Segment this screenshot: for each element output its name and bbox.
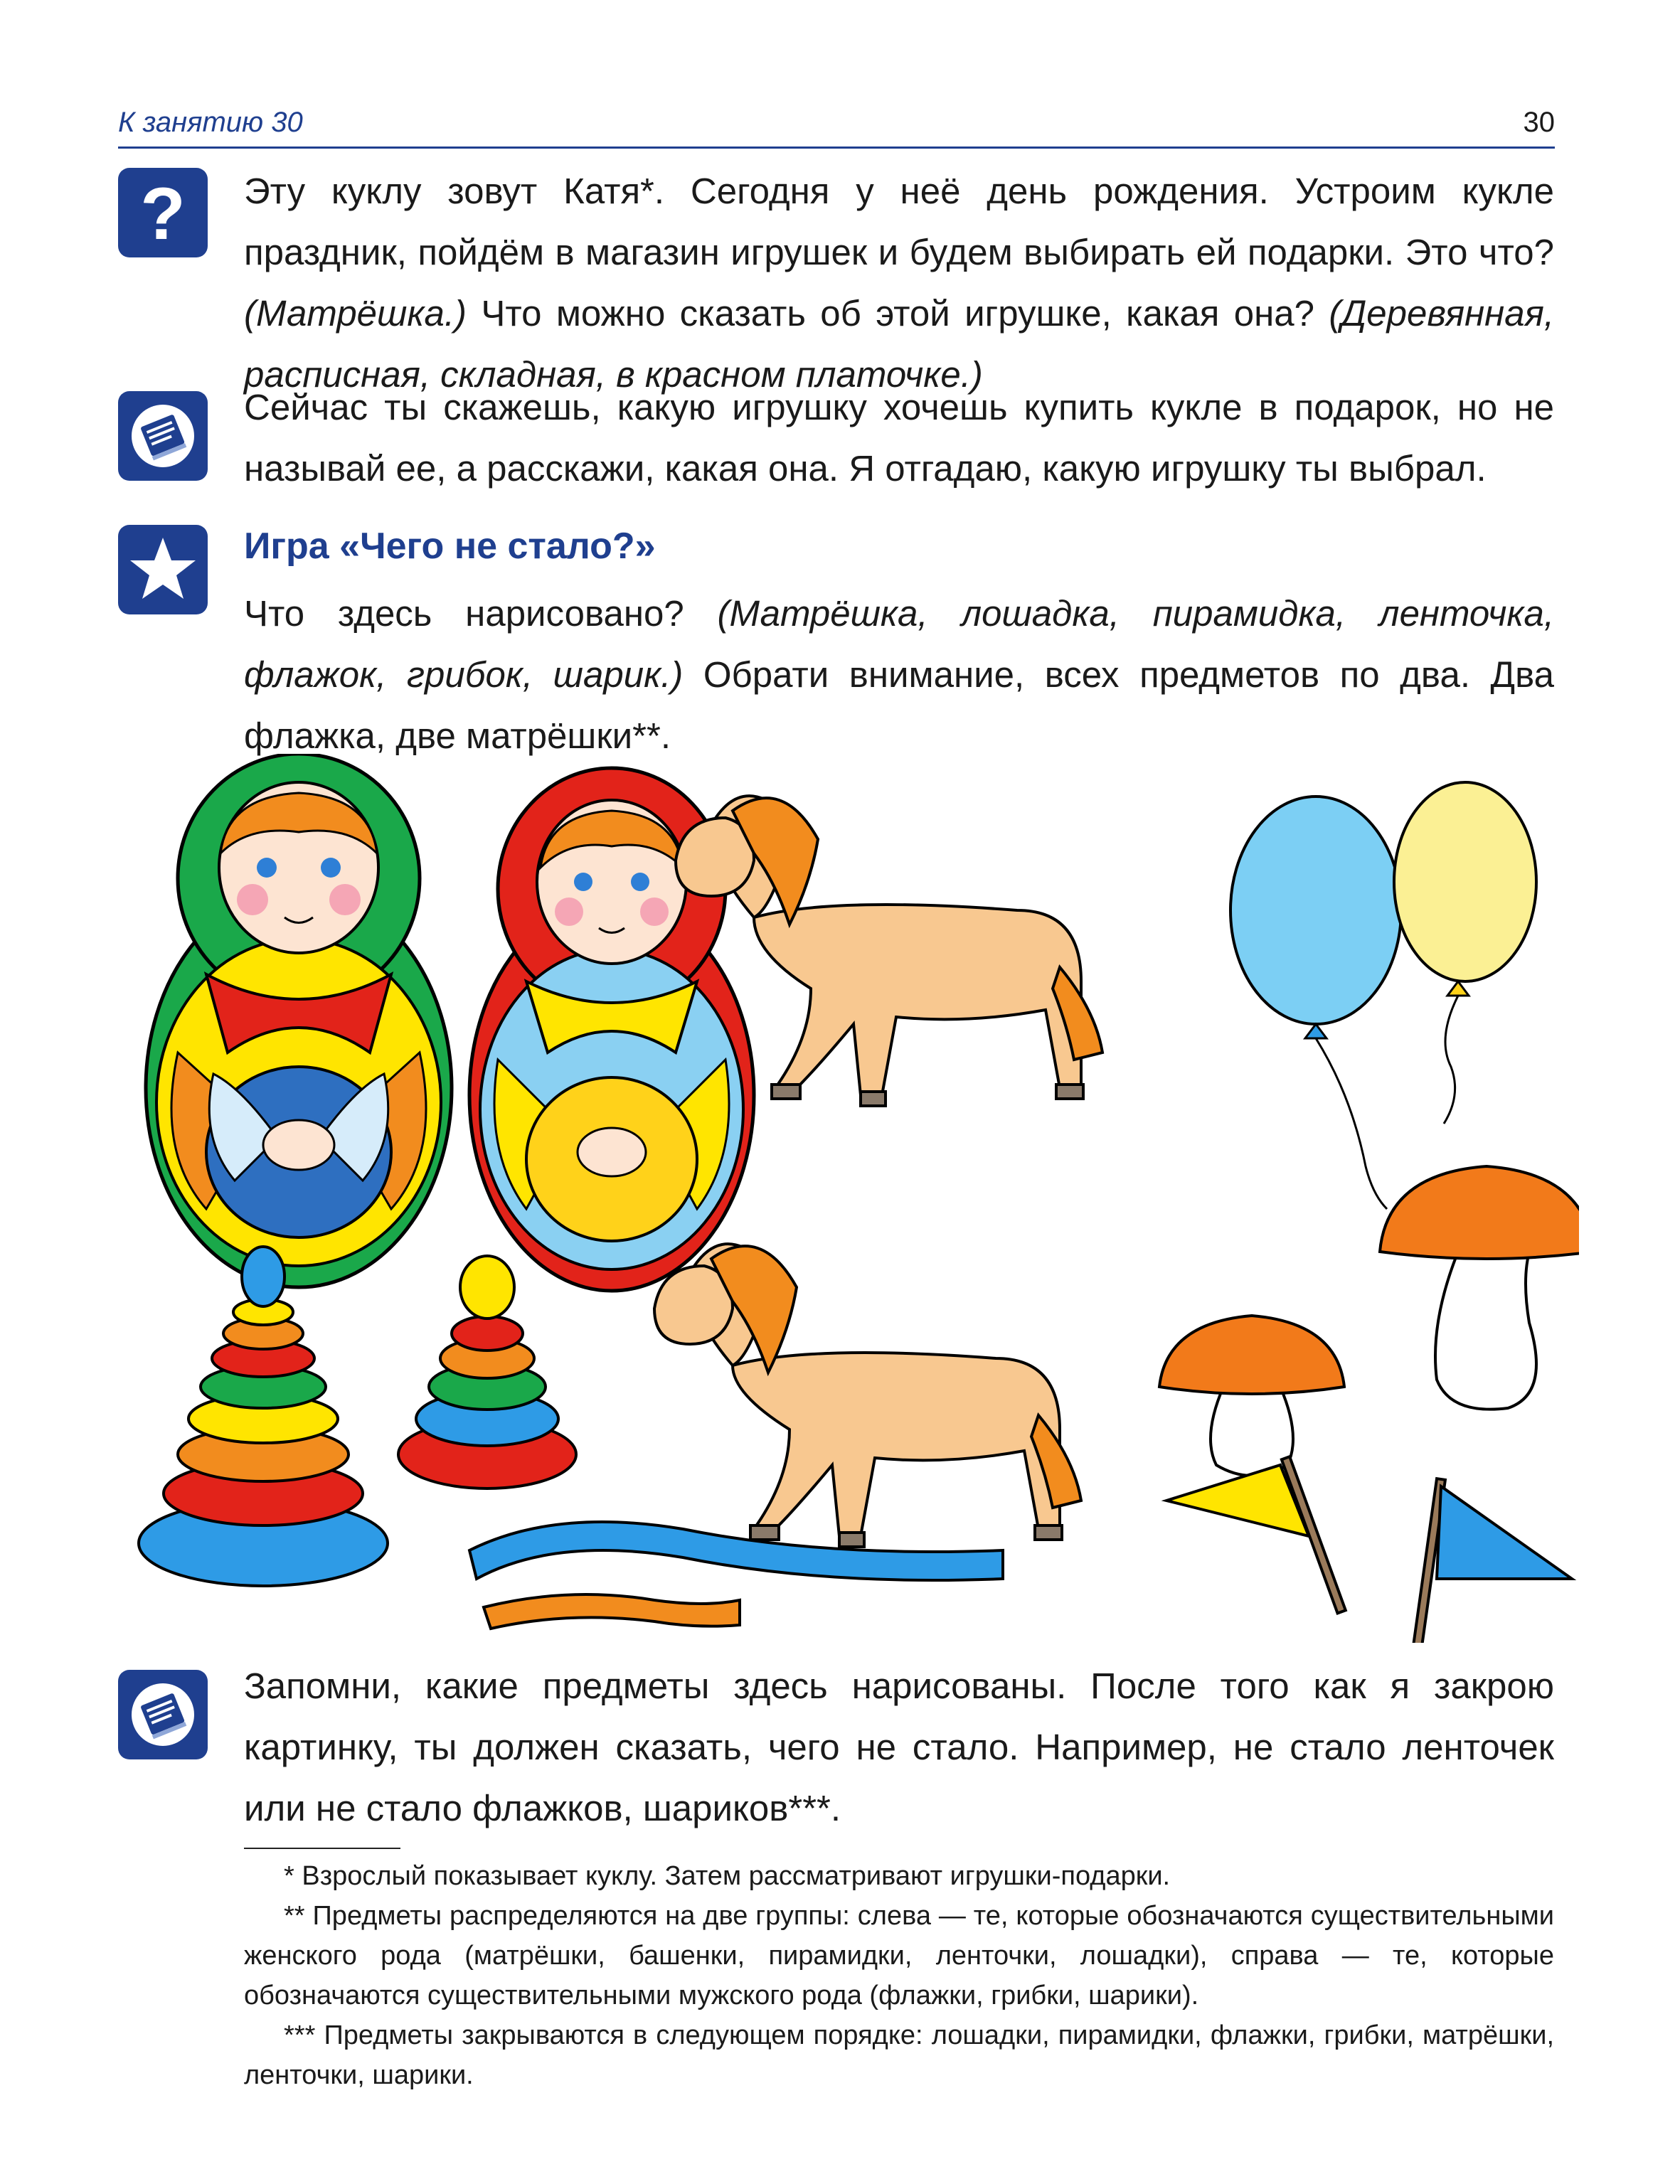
pyramid-large-icon [139,1247,388,1586]
balloon-yellow-icon [1394,782,1536,1124]
matryoshka-green-icon [146,754,452,1287]
mushroom-large-icon [1380,1166,1579,1410]
intro-text-2: Что можно сказать об этой игрушке, какая она? [466,293,1329,334]
toys-illustration [114,754,1579,1643]
game-text-1: Что здесь нарисовано? [244,593,718,634]
balloon-blue-icon [1230,797,1401,1209]
page-number: 30 [1523,107,1555,138]
horse-bottom-icon [654,1244,1081,1547]
intro-paragraph [244,161,1554,405]
intro-answer-1: (Матрёшка.) [244,293,467,334]
intro-answer-2: (Деревянная, расписная, складная, в красном платочке.) [244,293,1554,395]
game-paragraph [244,583,1554,767]
star-icon [118,525,208,614]
header-rule [118,147,1555,149]
footnote-rule [244,1848,400,1849]
footnote-3: *** Предметы закрываются в следующем порядке: лошадки, пирамидки, флажки, грибки, матрёшки, ленточки, шарики. [244,2020,1554,2090]
svg-text:?: ? [140,173,186,255]
book-icon [118,391,208,481]
game-answer: (Матрёшка, лошадка, пирамидка, ленточка, флажок, грибок, шарик.) [244,593,1554,695]
remember-paragraph: Запомни, какие предметы здесь нарисованы. После того как я закрою картинку, ты должен сказать, чего не стало. Например, не стало ленточек или не стало флажков, шариков***. [244,1666,1554,1828]
lesson-label: К занятию 30 [118,107,303,138]
game-title: Игра «Чего не стало?» [244,526,656,567]
footnote-1: * Взрослый показывает куклу. Затем рассматривают игрушки-подарки. [284,1861,1171,1891]
ribbon-blue-icon [469,1522,1003,1580]
intro-text-1: Эту куклу зовут Катя*. Сегодня у неё день рождения. Устроим кукле праздник, пойдём в магазин игрушек и будем выбирать ей подарки. Это что? [244,171,1554,272]
mushroom-small-icon [1159,1316,1344,1476]
ribbon-orange-icon [484,1594,740,1629]
flag-yellow-icon [1166,1456,1346,1613]
footnote-2: ** Предметы распределяются на две группы: слева — те, которые обозначаются существительными женского рода (матрёшки, башенки, пирамидки, ленточки, лошадки), справа — те, которые обозначаются существительными мужского рода (флажки, грибки, шарики). [244,1901,1554,2010]
flag-blue-icon [1413,1479,1572,1643]
book-icon [118,1670,208,1759]
pyramid-small-icon [398,1256,576,1488]
question-icon [118,168,208,257]
game-text-2: Обрати внимание, всех предметов по два. Два флажка, две матрёшки**. [244,654,1554,756]
guess-paragraph: Сейчас ты скажешь, какую игрушку хочешь купить кукле в подарок, но не называй ее, а расскажи, какая она. Я отгадаю, какую игрушку ты выбрал. [244,387,1554,489]
